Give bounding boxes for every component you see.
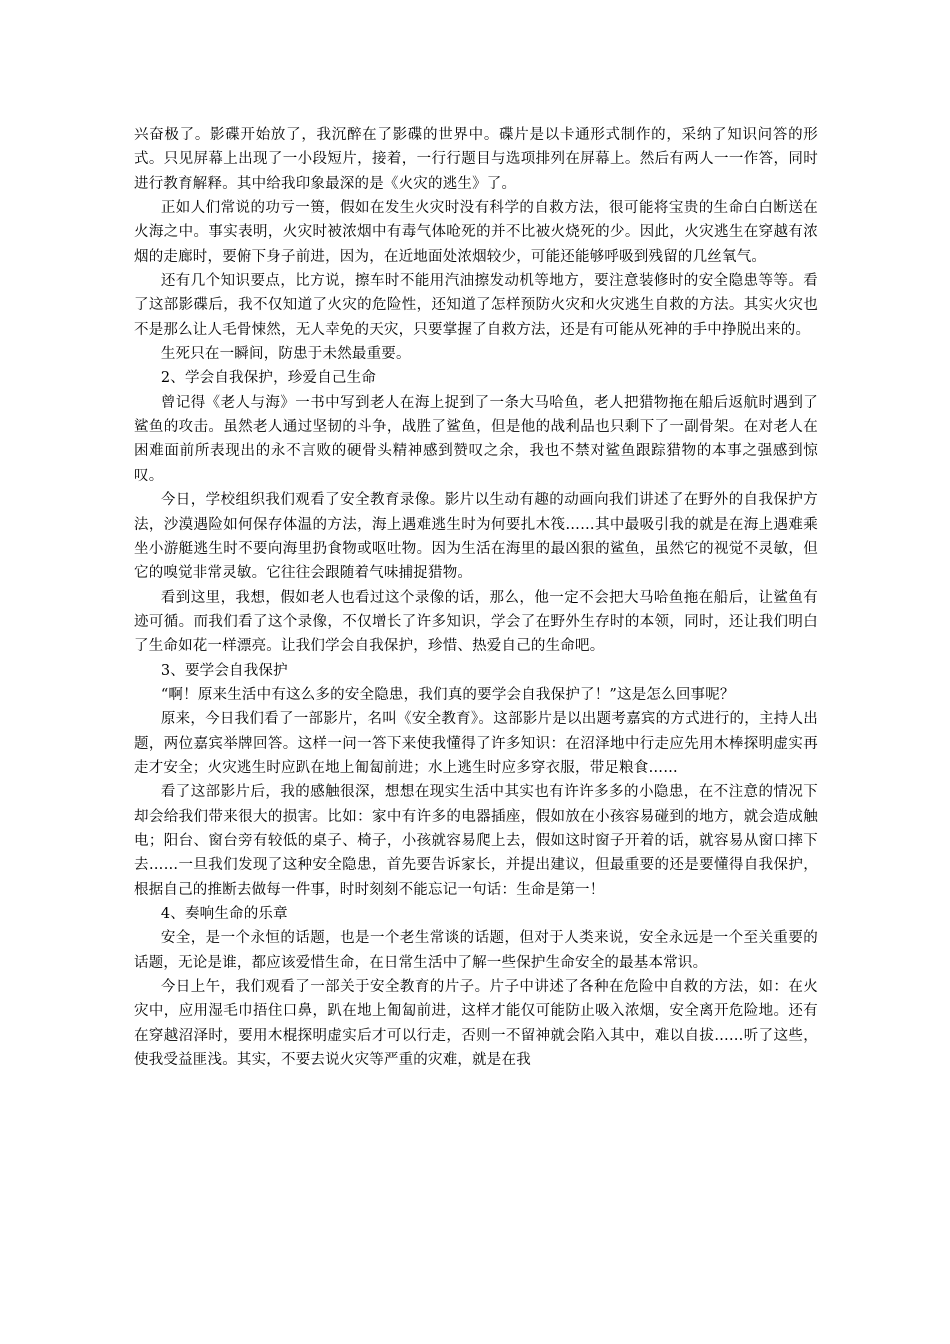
paragraph: 兴奋极了。影碟开始放了，我沉醉在了影碟的世界中。碟片是以卡通形式制作的，采纳了知识问答的形式。只见屏幕上出现了一小段短片，接着，一行行题目与选项排列在屏幕上。然后有两人一一作答，同时进行教育解释。其中给我印象最深的是《火灾的逃生》了。 xyxy=(134,127,818,192)
paragraph: 看到这里，我想，假如老人也看过这个录像的话，那么，他一定不会把大马哈鱼拖在船后，让鲨鱼有迹可循。而我们看了这个录像，不仅增长了许多知识，学会了在野外生存时的本领，同时，还让我们明白了生命如花一样漂亮。让我们学会自我保护，珍惜、热爱自己的生命吧。 xyxy=(134,589,818,655)
paragraph: 安全，是一个永恒的话题，也是一个老生常谈的话题，但对于人类来说，安全永远是一个至关重要的话题，无论是谁，都应该爱惜生命，在日常生活中了解一些保护生命安全的最基本常识。 xyxy=(134,930,818,971)
section-heading: 2、学会自我保护，珍爱自己生命 xyxy=(160,370,377,387)
paragraph: 正如人们常说的功亏一篑，假如在发生火灾时没有科学的自救方法，很可能将宝贵的生命白白断送在火海之中。事实表明，火灾时被浓烟中有毒气体呛死的并不比被火烧死的少。因此，火灾逃生在穿越有浓烟的走廊时，要俯下身子前进，因为，在近地面处浓烟较少，可能还能够呼吸到残留的几丝氧气。 xyxy=(134,200,818,265)
section-heading: 3、要学会自我保护 xyxy=(160,662,288,679)
paragraph: 看了这部影片后，我的感触很深，想想在现实生活中其实也有许许多多的小隐患，在不注意的情况下却会给我们带来很大的损害。比如：家中有许多的电器插座，假如放在小孩容易碰到的地方，就会造成触电；阳台、窗台旁有较低的桌子、椅子，小孩就容易爬上去，假如这时窗子开着的话，就容易从窗口摔下去……一旦我们发现了这种安全隐患，首先要告诉家长，并提出建议，但最重要的还是要懂得自我保护，根据自己的推断去做每一件事，时时刻刻不能忘记一句话：生命是第一！ xyxy=(134,784,818,898)
paragraph: 曾记得《老人与海》一书中写到老人在海上捉到了一条大马哈鱼，老人把猎物拖在船后返航时遇到了鲨鱼的攻击。虽然老人通过坚韧的斗争，战胜了鲨鱼，但是他的战利品也只剩下了一副骨架。在对老人在困难面前所表现出的永不言败的硬骨头精神感到赞叹之余，我也不禁对鲨鱼跟踪猎物的本事之强感到惊叹。 xyxy=(134,394,818,484)
document-page xyxy=(134,123,818,1072)
paragraph: 还有几个知识要点，比方说，擦车时不能用汽油擦发动机等地方，要注意装修时的安全隐患等等。看了这部影碟后，我不仅知道了火灾的危险性，还知道了怎样预防火灾和火灾逃生自救的方法。其实火灾也不是那么让人毛骨悚然，无人幸免的天灾，只要掌握了自救方法，还是有可能从死神的手中挣脱出来的。 xyxy=(134,273,818,338)
paragraph: 今日上午，我们观看了一部关于安全教育的片子。片子中讲述了各种在危险中自救的方法，如：在火灾中，应用湿毛巾捂住口鼻，趴在地上匍匐前进，这样才能仅可能防止吸入浓烟，安全离开危险地。还有在穿越沼泽时，要用木棍探明虚实后才可以行走，否则一不留神就会陷入其中，难以自拔……听了这些，使我受益匪浅。其实，不要去说火灾等严重的灾难，就是在我 xyxy=(134,979,818,1069)
section-heading: 4、奏响生命的乐章 xyxy=(160,906,288,922)
paragraph: 生死只在一瞬间，防患于未然最重要。 xyxy=(160,346,411,363)
paragraph: “啊！原来生活中有这么多的安全隐患，我们真的要学会自我保护了！”这是怎么回事呢？ xyxy=(160,686,735,703)
paragraph: 原来，今日我们看了一部影片，名叫《安全教育》。这部影片是以出题考嘉宾的方式进行的，主持人出题，两位嘉宾举牌回答。这样一问一答下来使我懂得了许多知识：在沼泽地中行走应先用木棒探明虚实再走才安全；火灾逃生时应趴在地上匍匐前进；水上逃生时应多穿衣服，带足粮食…… xyxy=(134,711,818,776)
paragraph: 今日，学校组织我们观看了安全教育录像。影片以生动有趣的动画向我们讲述了在野外的自我保护方法，沙漠遇险如何保存体温的方法，海上遇难逃生时为何要扎木筏……其中最吸引我的就是在海上遇难乘坐小游艇逃生时不要向海里扔食物或呕吐物。因为生活在海里的最凶狠的鲨鱼，虽然它的视觉不灵敏，但它的嗅觉非常灵敏。它往往会跟随着气味捕捉猎物。 xyxy=(134,492,818,582)
